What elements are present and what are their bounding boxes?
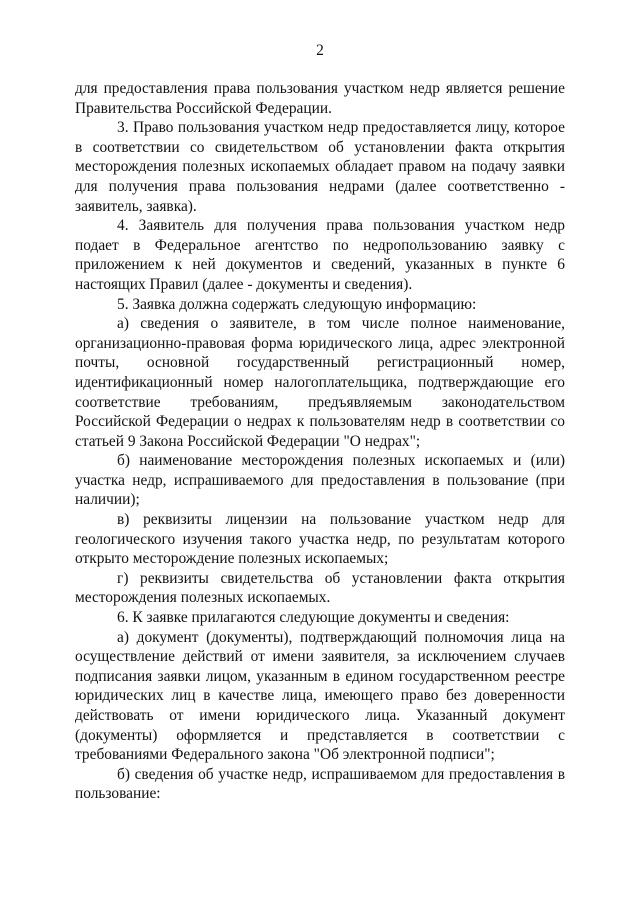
paragraph-continuation: для предоставления права пользования участком недр является решение Правительства Российской Федерации. (75, 80, 565, 117)
paragraph-item-5v: в) реквизиты лицензии на пользование участком недр для геологического изучения такого участка недр, по результатам которого открыто месторождение полезных ископаемых; (75, 511, 565, 568)
paragraph-item-3: 3. Право пользования участком недр предоставляется лицу, которое в соответствии со свидетельством об установлении факта открытия месторождения полезных ископаемых обладает правом на подачу заявки для получения права пользования недрами (далее соответственно - заявитель, заявка). (75, 119, 565, 215)
paragraph-item-6: 6. К заявке прилагаются следующие документы и сведения: (117, 609, 510, 627)
page-number: 2 (316, 42, 324, 59)
paragraph-item-5: 5. Заявка должна содержать следующую информацию: (117, 295, 477, 313)
paragraph-item-6b: б) сведения об участке недр, испрашиваемом для предоставления в пользование: (75, 765, 565, 803)
paragraph-item-4: 4. Заявитель для получения права пользования участком недр подает в Федеральное агентство по недропользованию заявку с приложением к ней документов и сведений, указанных в пункте 6 настоящих Правил (далее - документы и сведения). (75, 217, 565, 293)
paragraph-item-6a: а) документ (документы), подтверждающий полномочия лица на осуществление действий от имени заявителя, за исключением случаев подписания заявки лицом, указанным в едином государственном реестре юридических лиц в качестве лица, имеющего право без доверенности действовать от имени юридического лица. Указанный документ (документы) оформляется и представляется в соответствии с требованиями Федерального закона "Об электронной подписи"; (75, 628, 565, 764)
paragraph-item-5g: г) реквизиты свидетельства об установлении факта открытия месторождения полезных ископаемых. (75, 569, 565, 607)
paragraph-item-5a: а) сведения о заявителе, в том числе полное наименование, организационно-правовая форма юридического лица, адрес электронной почты, основной государственный регистрационный номер, идентификационный номер налогоплательщика, подтверждающие его соответствие требованиям, предъявляемым законодательством Российской Федерации о недрах к пользователям недр в соответствии со статьей 9 Закона Российской Федерации "О недрах"; (75, 315, 565, 450)
paragraph-item-5b: б) наименование месторождения полезных ископаемых и (или) участка недр, испрашиваемого для предоставления в пользование (при наличии); (75, 452, 565, 509)
document-body (75, 79, 565, 804)
